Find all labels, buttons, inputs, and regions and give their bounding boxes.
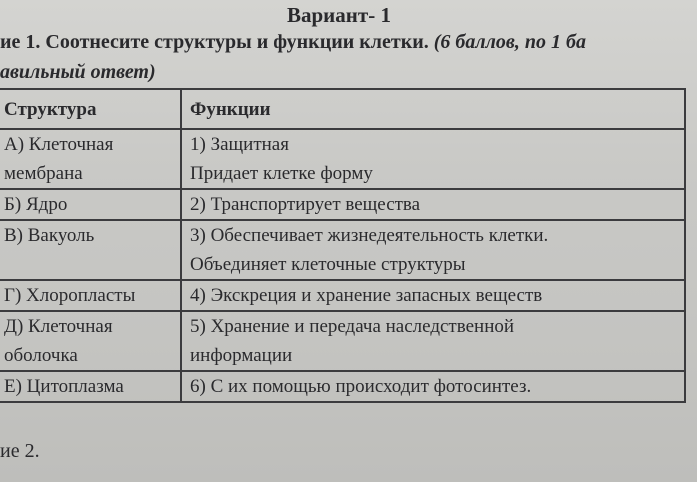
function-cell [181, 371, 685, 402]
table-row [0, 371, 685, 402]
table-row [0, 311, 685, 371]
function-cell [181, 311, 685, 371]
structure-function-table [0, 88, 686, 403]
structure-line: В) Вакуоль [4, 225, 95, 246]
header-structure: Структура [0, 89, 181, 129]
structure-cell [0, 129, 181, 189]
function-line: 4) Экскреция и хранение запасных веществ [190, 285, 543, 306]
function-line: 5) Хранение и передача наследственной [190, 316, 515, 337]
structure-line: Е) Цитоплазма [4, 376, 124, 397]
table-row [0, 129, 685, 189]
header-functions: Функции [181, 89, 685, 129]
table-row [0, 280, 685, 311]
function-line: Придает клетке форму [190, 163, 373, 184]
structure-cell [0, 220, 181, 280]
table-header-row [0, 89, 685, 129]
function-line: 6) С их помощью происходит фотосинтез. [190, 376, 532, 397]
structure-line: мембрана [4, 163, 83, 184]
task-1-note: авильный ответ) [0, 61, 156, 83]
table-row [0, 189, 685, 220]
structure-cell [0, 311, 181, 371]
function-line: Объединяет клеточные структуры [190, 254, 466, 275]
structure-line: Г) Хлоропласты [4, 285, 136, 306]
variant-title: Вариант- 1 [287, 3, 391, 27]
table-row [0, 220, 685, 280]
function-line: 2) Транспортирует вещества [190, 194, 421, 215]
task-1-heading [0, 31, 586, 54]
structure-line: Д) Клеточная [4, 316, 113, 337]
function-cell [181, 189, 685, 220]
task-1-title: ие 1. Соотнесите структуры и функции клетки. [0, 31, 429, 53]
function-line: 3) Обеспечивает жизнедеятельность клетки. [190, 225, 549, 246]
structure-cell [0, 189, 181, 220]
function-cell [181, 220, 685, 280]
structure-line: оболочка [4, 345, 78, 366]
structure-line: Б) Ядро [4, 194, 68, 215]
function-line: информации [190, 345, 293, 366]
structure-cell [0, 280, 181, 311]
task-2-heading: ие 2. [0, 440, 40, 462]
structure-line: А) Клеточная [4, 134, 114, 155]
function-cell [181, 280, 685, 311]
function-cell [181, 129, 685, 189]
function-line: 1) Защитная [190, 134, 289, 155]
task-1-points: (6 баллов, по 1 ба [433, 31, 586, 53]
structure-cell [0, 371, 181, 402]
